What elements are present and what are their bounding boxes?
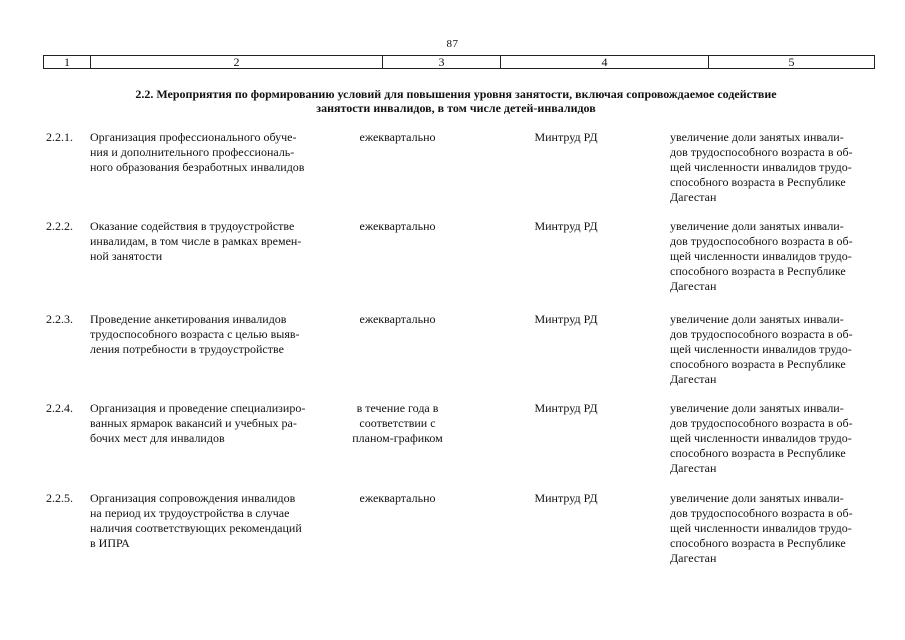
measure-period-line: ежеквартально: [359, 491, 436, 505]
measure-result-line: щей численности инвалидов трудо-: [670, 249, 852, 263]
measure-result-line: дов трудоспособного возраста в об-: [670, 506, 853, 520]
measure-result-line: увеличение доли занятых инвали-: [670, 401, 844, 415]
measure-period-line: соответствии с: [359, 416, 436, 430]
measure-number: 2.2.3.: [46, 312, 73, 326]
measure-result-line: дов трудоспособного возраста в об-: [670, 327, 853, 341]
column-4-header: 4: [500, 56, 708, 68]
measure-description-line: ления потребности в трудоустройстве: [90, 342, 284, 356]
measure-description-line: Организация профессионального обуче-: [90, 130, 297, 144]
measure-description-line: ного образования безработных инвалидов: [90, 160, 305, 174]
measure-description-line: Проведение анкетирования инвалидов: [90, 312, 287, 326]
measure-period: [340, 312, 455, 327]
measure-executor: Минтруд РД: [534, 312, 598, 326]
measure-description-line: на период их трудоустройства в случае: [90, 506, 290, 520]
measure-description: [90, 130, 322, 175]
measure-result-line: способного возраста в Республике: [670, 536, 846, 550]
column-2-header: 2: [90, 56, 382, 68]
measure-result-line: щей численности инвалидов трудо-: [670, 431, 852, 445]
measure-result-line: дов трудоспособного возраста в об-: [670, 234, 853, 248]
measure-description-line: Оказание содействия в трудоустройстве: [90, 219, 295, 233]
measure-period-line: ежеквартально: [359, 312, 436, 326]
measure-description-line: Организация и проведение специализиро-: [90, 401, 306, 415]
measure-description-line: Организация сопровождения инвалидов: [90, 491, 296, 505]
measure-result-line: Дагестан: [670, 551, 717, 565]
measure-period: [340, 219, 455, 234]
measure-executor: Минтруд РД: [534, 491, 598, 505]
measure-description-line: бочих мест для инвалидов: [90, 431, 225, 445]
measure-result-line: дов трудоспособного возраста в об-: [670, 145, 853, 159]
measure-period-line: ежеквартально: [359, 130, 436, 144]
measure-result: [670, 219, 868, 294]
measure-description: [90, 401, 322, 446]
measure-result-line: способного возраста в Республике: [670, 446, 846, 460]
measure-number: 2.2.1.: [46, 130, 73, 144]
measure-result-line: увеличение доли занятых инвали-: [670, 219, 844, 233]
measure-result: [670, 401, 868, 476]
measure-result: [670, 312, 868, 387]
measure-result: [670, 491, 868, 566]
section-title: [90, 87, 822, 115]
measure-executor: Минтруд РД: [534, 401, 598, 415]
measure-result-line: Дагестан: [670, 190, 717, 204]
measure-result-line: Дагестан: [670, 279, 717, 293]
measure-description-line: в ИПРА: [90, 536, 130, 550]
measure-result-line: Дагестан: [670, 372, 717, 386]
measure-description: [90, 491, 322, 551]
measure-result-line: способного возраста в Республике: [670, 175, 846, 189]
measure-period-line: ежеквартально: [359, 219, 436, 233]
measure-result-line: дов трудоспособного возраста в об-: [670, 416, 853, 430]
measure-number: 2.2.2.: [46, 219, 73, 233]
measure-executor: Минтруд РД: [534, 219, 598, 233]
measure-result-line: увеличение доли занятых инвали-: [670, 130, 844, 144]
measure-result-line: щей численности инвалидов трудо-: [670, 160, 852, 174]
measure-result-line: щей численности инвалидов трудо-: [670, 342, 852, 356]
measure-period-line: в течение года в: [356, 401, 439, 415]
measure-period: [340, 491, 455, 506]
measure-result-line: щей численности инвалидов трудо-: [670, 521, 852, 535]
measure-description-line: ванных ярмарок вакансий и учебных ра-: [90, 416, 297, 430]
measure-description-line: наличия соответствующих рекомендаций: [90, 521, 302, 535]
measure-period-line: планом-графиком: [352, 431, 443, 445]
measure-result-line: способного возраста в Республике: [670, 357, 846, 371]
measure-period: [340, 130, 455, 145]
measure-number: 2.2.4.: [46, 401, 73, 415]
measure-result-line: увеличение доли занятых инвали-: [670, 312, 844, 326]
measure-description-line: трудоспособного возраста с целью выяв-: [90, 327, 300, 341]
section-title-line-2: занятости инвалидов, в том числе детей-инвалидов: [316, 101, 596, 115]
column-number-header: [43, 55, 875, 69]
measure-executor: Минтруд РД: [534, 130, 598, 144]
measure-description: [90, 312, 322, 357]
page-number: 87: [446, 38, 459, 50]
section-title-line-1: 2.2. Мероприятия по формированию условий для повышения уровня занятости, включая сопровождаемое содействие: [135, 87, 777, 101]
measure-description-line: ной занятости: [90, 249, 163, 263]
measure-period: [340, 401, 455, 446]
measure-description-line: инвалидам, в том числе в рамках времен-: [90, 234, 302, 248]
column-1-header: 1: [43, 56, 90, 68]
measure-description-line: ния и дополнительного профессиональ-: [90, 145, 295, 159]
measure-result-line: Дагестан: [670, 461, 717, 475]
column-3-header: 3: [382, 56, 500, 68]
measure-result-line: увеличение доли занятых инвали-: [670, 491, 844, 505]
column-5-header: 5: [708, 56, 875, 68]
measure-number: 2.2.5.: [46, 491, 73, 505]
measure-result: [670, 130, 868, 205]
measure-description: [90, 219, 322, 264]
measure-result-line: способного возраста в Республике: [670, 264, 846, 278]
